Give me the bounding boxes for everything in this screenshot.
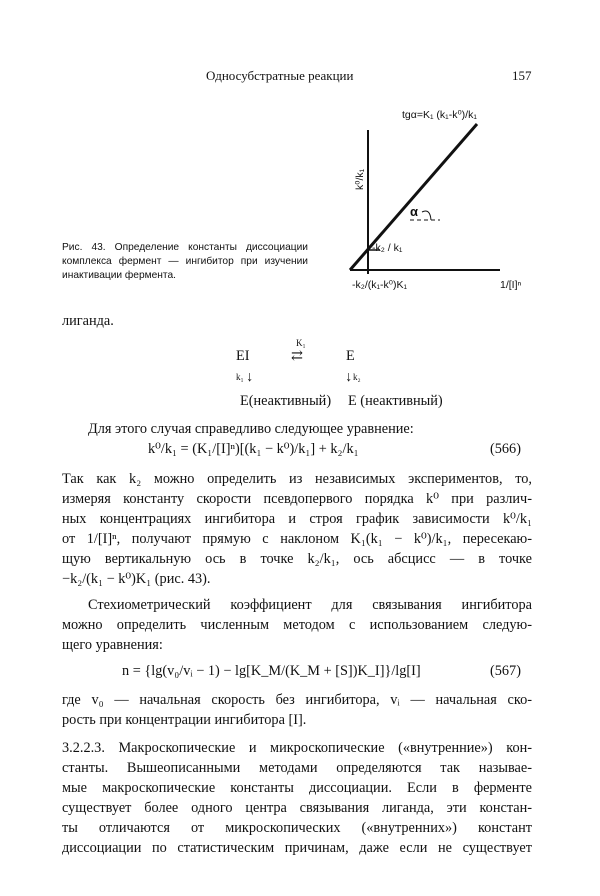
y-intercept-label: -k₂ / k₁	[372, 242, 403, 254]
scheme-down-arrow-right: ↓	[345, 369, 353, 385]
paragraph-2-line: можно определить численным методом с использованием следую-	[62, 617, 532, 633]
section-paragraph-line: ты отличаются от микроскопических («внутренних») констант	[62, 820, 532, 836]
equation-567: n = {lg(v₀/vᵢ − 1) − lg[K_M/(K_M + [S])K_I]}/lg[I]	[122, 663, 421, 679]
paragraph-3-last-line: рость при концентрации ингибитора [I].	[62, 712, 307, 728]
section-paragraph-line: 3.2.2.3. Макроскопические и микроскопические («внутренние») кон-	[62, 740, 532, 756]
tg-label: tgα=K₁ (k₁-k⁰)/k₁	[402, 109, 477, 121]
paragraph-1-line: от 1/[I]ⁿ, получают прямую с наклоном K₁(k₁ − k⁰)/k₁, пересекаю-	[62, 531, 532, 547]
equation-566-number: (566)	[490, 441, 521, 457]
fit-line	[350, 124, 477, 270]
scheme-product-right: E (неактивный)	[348, 393, 443, 409]
paragraph-1-line: Так как k₂ можно определить из независимых экспериментов, то,	[62, 471, 532, 487]
paragraph-fragment: лиганда.	[62, 313, 114, 329]
y-axis-label: k⁰/k₁	[354, 168, 366, 190]
section-paragraph-line: существует более одного центра связывания лиганда, эти констан-	[62, 800, 532, 816]
paragraph-1-line: щую вертикальную ось в точке k₂/k₁, ось абсцисс — в точке	[62, 551, 532, 567]
figure-caption: Рис. 43. Определение константы диссоциации комплекса фермент — ингибитор при изучении инактивации фермента.	[62, 242, 308, 281]
x-intercept-label: -k₂/(k₁-k⁰)K₁	[352, 279, 408, 291]
scheme-ei: EI	[236, 348, 250, 364]
scheme-K1: K₁	[296, 338, 306, 348]
figure-43-plot	[330, 100, 560, 300]
section-paragraph-line: станты. Вышеописанными методами определяются так называе-	[62, 760, 532, 776]
alpha-label: α	[410, 204, 418, 219]
scheme-e: E	[346, 348, 355, 364]
scheme-equilibrium-arrow: ⇄	[291, 348, 303, 364]
equation-566: k⁰/k₁ = (K₁/[I]ⁿ)[(k₁ − k⁰)/k₁] + k₂/k₁	[148, 441, 359, 457]
paragraph-2-line: Стехиометрический коэффициент для связывания ингибитора	[88, 597, 532, 613]
paragraph-2-last-line: щего уравнения:	[62, 637, 163, 653]
scheme-product-left: E(неактивный)	[240, 393, 332, 409]
running-header: Односубстратные реакции	[206, 68, 354, 83]
paragraph-1-last-line: −k₂/(k₁ − k⁰)K₁ (рис. 43).	[62, 571, 211, 587]
angle-arc	[422, 211, 431, 220]
scheme-k2: k₂	[353, 372, 361, 382]
scheme-down-arrow-left: ↓	[246, 369, 254, 385]
section-paragraph-line: мые макроскопические константы диссоциации. Если в ферменте	[62, 780, 532, 796]
scheme-k1: k₁	[236, 372, 244, 382]
paragraph-3-line: где v₀ — начальная скорость без ингибитора, vᵢ — начальная ско-	[62, 692, 532, 708]
paragraph-1-line: ных концентрациях ингибитора и строя график зависимости k⁰/k₁	[62, 511, 532, 527]
x-axis-label: 1/[I]ⁿ	[500, 279, 522, 291]
page-number: 157	[512, 68, 532, 83]
equation-567-number: (567)	[490, 663, 521, 679]
paragraph-1-line: измеряя константу скорости псевдопервого порядка k⁰ при различ-	[62, 491, 532, 507]
section-paragraph-line: диссоциации по статистическим причинам, даже если не существует	[62, 840, 532, 856]
intro-566: Для этого случая справедливо следующее уравнение:	[88, 421, 414, 437]
